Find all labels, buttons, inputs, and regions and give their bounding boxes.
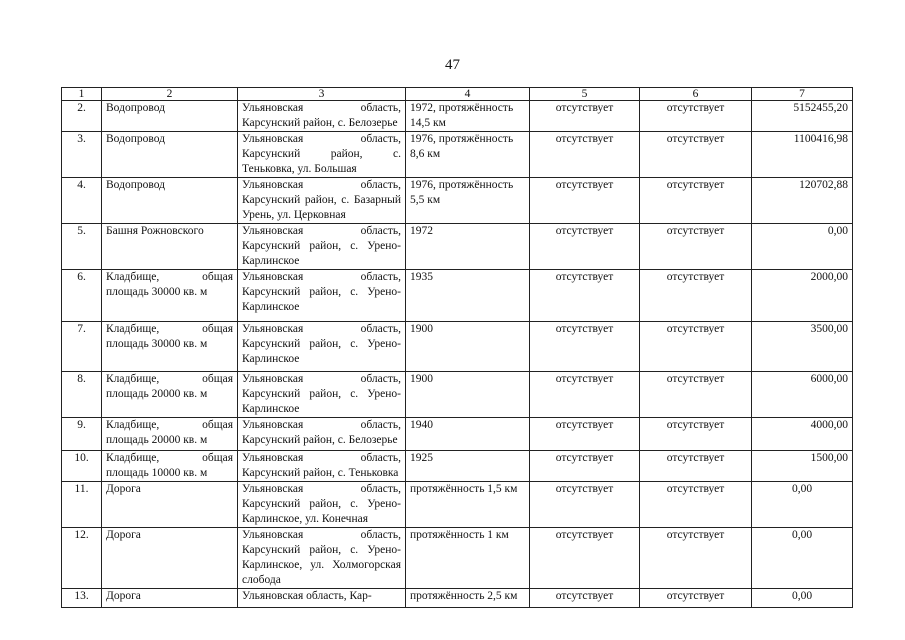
table-row bbox=[62, 224, 853, 270]
object-name-cell: Кладбище, общая площадь 20000 кв. м bbox=[102, 418, 238, 451]
address-cell: Ульяновская область, Карсунский район, с. Базарный Урень, ул. Церковная bbox=[238, 178, 406, 224]
value-cell: 0,00 bbox=[752, 224, 853, 270]
characteristics-cell: 1972 bbox=[406, 224, 530, 270]
restriction-cell: отсутствует bbox=[530, 178, 640, 224]
row-number-cell: 8. bbox=[62, 372, 102, 418]
column-number-cell: 3 bbox=[238, 88, 406, 101]
value-cell: 1500,00 bbox=[752, 451, 853, 482]
row-number-cell: 9. bbox=[62, 418, 102, 451]
encumbrance-cell: отсутствует bbox=[640, 224, 752, 270]
encumbrance-cell: отсутствует bbox=[640, 589, 752, 608]
row-number-cell: 2. bbox=[62, 101, 102, 132]
object-name-cell: Кладбище, общая площадь 10000 кв. м bbox=[102, 451, 238, 482]
characteristics-cell: 1935 bbox=[406, 270, 530, 322]
encumbrance-cell: отсутствует bbox=[640, 132, 752, 178]
object-name-cell: Кладбище, общая площадь 30000 кв. м bbox=[102, 322, 238, 372]
table-row bbox=[62, 589, 853, 608]
characteristics-cell: 1925 bbox=[406, 451, 530, 482]
object-name-cell: Дорога bbox=[102, 589, 238, 608]
row-number-cell: 12. bbox=[62, 528, 102, 589]
address-cell: Ульяновская область, Карсунский район, с. Теньковка, ул. Большая bbox=[238, 132, 406, 178]
address-cell: Ульяновская область, Карсунский район, с. Белозерье bbox=[238, 418, 406, 451]
value-cell: 0,00 bbox=[752, 528, 853, 589]
restriction-cell: отсутствует bbox=[530, 528, 640, 589]
row-number-cell: 10. bbox=[62, 451, 102, 482]
encumbrance-cell: отсутствует bbox=[640, 372, 752, 418]
characteristics-cell: 1940 bbox=[406, 418, 530, 451]
object-name-cell: Водопровод bbox=[102, 101, 238, 132]
table-row bbox=[62, 322, 853, 372]
restriction-cell: отсутствует bbox=[530, 224, 640, 270]
row-number-cell: 7. bbox=[62, 322, 102, 372]
table-row bbox=[62, 482, 853, 528]
encumbrance-cell: отсутствует bbox=[640, 101, 752, 132]
characteristics-cell: 1976, протяжённость 8,6 км bbox=[406, 132, 530, 178]
object-name-cell: Водопровод bbox=[102, 132, 238, 178]
object-name-cell: Кладбище, общая площадь 20000 кв. м bbox=[102, 372, 238, 418]
object-name-cell: Кладбище, общая площадь 30000 кв. м bbox=[102, 270, 238, 322]
encumbrance-cell: отсутствует bbox=[640, 270, 752, 322]
characteristics-cell: 1900 bbox=[406, 372, 530, 418]
characteristics-cell: 1900 bbox=[406, 322, 530, 372]
characteristics-cell: 1972, протяжённость 14,5 км bbox=[406, 101, 530, 132]
column-number-cell: 2 bbox=[102, 88, 238, 101]
restriction-cell: отсутствует bbox=[530, 451, 640, 482]
page-number: 47 bbox=[445, 57, 460, 73]
restriction-cell: отсутствует bbox=[530, 482, 640, 528]
address-cell: Ульяновская область, Карсунский район, с. Теньковка bbox=[238, 451, 406, 482]
table-row bbox=[62, 528, 853, 589]
address-cell: Ульяновская область, Карсунский район, с. Урено-Карлинское, ул. Холмогорская слобода bbox=[238, 528, 406, 589]
restriction-cell: отсутствует bbox=[530, 132, 640, 178]
characteristics-cell: протяжённость 2,5 км bbox=[406, 589, 530, 608]
row-number-cell: 4. bbox=[62, 178, 102, 224]
restriction-cell: отсутствует bbox=[530, 372, 640, 418]
column-number-cell: 6 bbox=[640, 88, 752, 101]
value-cell: 3500,00 bbox=[752, 322, 853, 372]
restriction-cell: отсутствует bbox=[530, 270, 640, 322]
value-cell: 5152455,20 bbox=[752, 101, 853, 132]
restriction-cell: отсутствует bbox=[530, 418, 640, 451]
address-cell: Ульяновская область, Карсунский район, с. Урено-Карлинское bbox=[238, 270, 406, 322]
address-cell: Ульяновская область, Кар- bbox=[238, 589, 406, 608]
characteristics-cell: протяжённость 1 км bbox=[406, 528, 530, 589]
row-number-cell: 11. bbox=[62, 482, 102, 528]
address-cell: Ульяновская область, Карсунский район, с. Урено-Карлинское bbox=[238, 372, 406, 418]
restriction-cell: отсутствует bbox=[530, 589, 640, 608]
row-number-cell: 3. bbox=[62, 132, 102, 178]
table-row bbox=[62, 451, 853, 482]
row-number-cell: 6. bbox=[62, 270, 102, 322]
encumbrance-cell: отсутствует bbox=[640, 482, 752, 528]
address-cell: Ульяновская область, Карсунский район, с. Урено-Карлинское, ул. Конечная bbox=[238, 482, 406, 528]
table-row bbox=[62, 101, 853, 132]
characteristics-cell: протяжённость 1,5 км bbox=[406, 482, 530, 528]
table-row bbox=[62, 270, 853, 322]
table-row bbox=[62, 372, 853, 418]
encumbrance-cell: отсутствует bbox=[640, 451, 752, 482]
row-number-cell: 13. bbox=[62, 589, 102, 608]
table-row bbox=[62, 132, 853, 178]
column-number-cell: 7 bbox=[752, 88, 853, 101]
column-number-cell: 5 bbox=[530, 88, 640, 101]
object-name-cell: Башня Рожновского bbox=[102, 224, 238, 270]
value-cell: 120702,88 bbox=[752, 178, 853, 224]
column-number-cell: 1 bbox=[62, 88, 102, 101]
encumbrance-cell: отсутствует bbox=[640, 178, 752, 224]
encumbrance-cell: отсутствует bbox=[640, 322, 752, 372]
address-cell: Ульяновская область, Карсунский район, с. Белозерье bbox=[238, 101, 406, 132]
column-number-row bbox=[62, 88, 853, 101]
value-cell: 1100416,98 bbox=[752, 132, 853, 178]
column-number-cell: 4 bbox=[406, 88, 530, 101]
row-number-cell: 5. bbox=[62, 224, 102, 270]
object-name-cell: Дорога bbox=[102, 528, 238, 589]
value-cell: 0,00 bbox=[752, 589, 853, 608]
encumbrance-cell: отсутствует bbox=[640, 528, 752, 589]
address-cell: Ульяновская область, Карсунский район, с. Урено-Карлинское bbox=[238, 224, 406, 270]
table-body bbox=[62, 88, 853, 608]
address-cell: Ульяновская область, Карсунский район, с. Урено-Карлинское bbox=[238, 322, 406, 372]
value-cell: 0,00 bbox=[752, 482, 853, 528]
object-name-cell: Водопровод bbox=[102, 178, 238, 224]
value-cell: 2000,00 bbox=[752, 270, 853, 322]
value-cell: 6000,00 bbox=[752, 372, 853, 418]
table-row bbox=[62, 418, 853, 451]
table-row bbox=[62, 178, 853, 224]
characteristics-cell: 1976, протяжённость 5,5 км bbox=[406, 178, 530, 224]
value-cell: 4000,00 bbox=[752, 418, 853, 451]
restriction-cell: отсутствует bbox=[530, 322, 640, 372]
property-registry-table bbox=[61, 87, 853, 608]
restriction-cell: отсутствует bbox=[530, 101, 640, 132]
object-name-cell: Дорога bbox=[102, 482, 238, 528]
encumbrance-cell: отсутствует bbox=[640, 418, 752, 451]
